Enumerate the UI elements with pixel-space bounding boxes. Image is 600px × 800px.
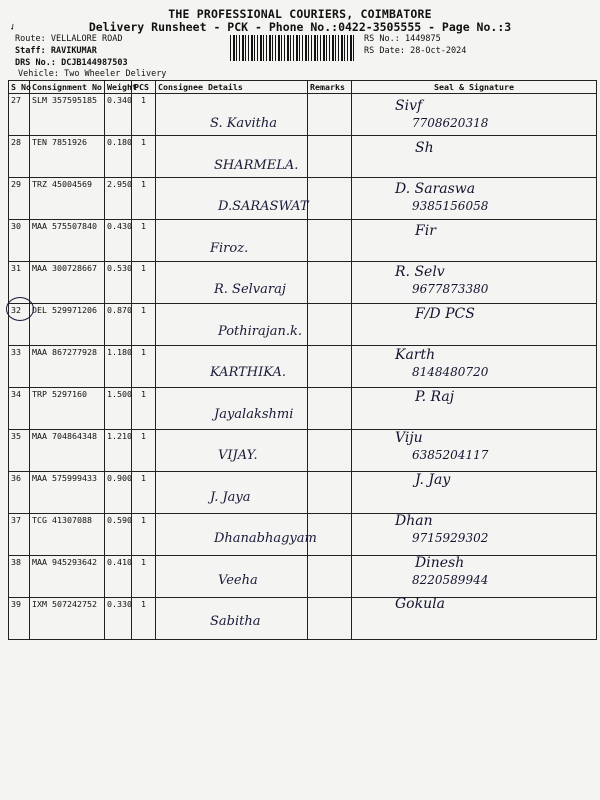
drs-value: DCJB144987503: [61, 58, 128, 68]
table-row: [9, 472, 597, 514]
cell-remarks: [308, 136, 352, 178]
handwritten-signature: Gokula: [395, 596, 445, 612]
handwritten-consignee-name: J. Jaya: [210, 489, 251, 505]
handwritten-consignee-name: Pothirajan.k.: [218, 323, 303, 339]
drs-line: [15, 58, 128, 68]
cell-consignment: TRZ 45004569: [30, 178, 105, 220]
cell-signature: [352, 598, 597, 640]
cell-pcs: 1: [132, 94, 156, 136]
cell-consignment: MAA 867277928: [30, 346, 105, 388]
cell-sno: 28: [9, 136, 30, 178]
cell-sno: 33: [9, 346, 30, 388]
table-row: [9, 94, 597, 136]
cell-weight: 0.590: [105, 514, 132, 556]
handwritten-signature: Karth: [395, 347, 436, 363]
handwritten-consignee-name: Jayalakshmi: [214, 406, 294, 422]
cell-signature: [352, 472, 597, 514]
handwritten-phone-number: 9385156058: [412, 199, 489, 213]
cell-weight: 0.430: [105, 220, 132, 262]
cell-pcs: 1: [132, 346, 156, 388]
cell-pcs: 1: [132, 220, 156, 262]
cell-weight: 1.210: [105, 430, 132, 472]
report-title: THE PROFESSIONAL COURIERS, COIMBATORE: [168, 7, 432, 21]
cell-remarks: [308, 346, 352, 388]
cell-pcs: 1: [132, 178, 156, 220]
handwritten-signature: J. Jay: [415, 471, 451, 488]
cell-sno: 37: [9, 514, 30, 556]
tick-mark-icon: ✓: [7, 21, 19, 34]
cell-remarks: [308, 262, 352, 304]
cell-remarks: [308, 430, 352, 472]
col-weight: Weight: [105, 81, 132, 94]
cell-consignment: DEL 529971206: [30, 304, 105, 346]
table-row: [9, 304, 597, 346]
circle-mark-icon: [6, 297, 34, 321]
cell-consignment: TEN 7851926: [30, 136, 105, 178]
cell-remarks: [308, 598, 352, 640]
barcode-icon: [230, 35, 354, 61]
col-signature: Seal & Signature: [352, 81, 597, 94]
handwritten-consignee-name: R. Selvaraj: [214, 282, 286, 297]
col-remarks: Remarks: [308, 81, 352, 94]
table-row: [9, 388, 597, 430]
rs-date-value: 28-Oct-2024: [410, 46, 467, 56]
cell-signature: [352, 388, 597, 430]
staff-line: [15, 46, 97, 56]
drs-label: DRS No.:: [15, 58, 56, 68]
table-row: [9, 262, 597, 304]
col-pcs: PCS: [132, 81, 156, 94]
cell-consignment: MAA 704864348: [30, 430, 105, 472]
handwritten-phone-number: 7708620318: [412, 116, 489, 130]
cell-signature: [352, 220, 597, 262]
cell-pcs: 1: [132, 430, 156, 472]
handwritten-signature: F/D PCS: [415, 305, 475, 322]
rs-no-value: 1449875: [404, 34, 441, 44]
cell-consignment: MAA 945293642: [30, 556, 105, 598]
cell-consignment: SLM 357595185: [30, 94, 105, 136]
handwritten-consignee-name: D.SARASWAT: [218, 199, 309, 214]
cell-pcs: 1: [132, 262, 156, 304]
cell-sno: 35: [9, 430, 30, 472]
runsheet-table: [8, 80, 597, 640]
col-consignment: Consignment No: [30, 81, 105, 94]
handwritten-consignee-name: VIJAY.: [218, 448, 258, 463]
table-row: [9, 430, 597, 472]
table-row: [9, 346, 597, 388]
cell-weight: 0.340: [105, 94, 132, 136]
cell-remarks: [308, 94, 352, 136]
handwritten-consignee-name: Sabitha: [210, 614, 261, 629]
cell-remarks: [308, 178, 352, 220]
cell-sno: 30: [9, 220, 30, 262]
cell-remarks: [308, 388, 352, 430]
cell-consignment: MAA 300728667: [30, 262, 105, 304]
rs-no-line: [364, 34, 441, 44]
cell-sno: 32: [9, 304, 30, 346]
cell-pcs: 1: [132, 472, 156, 514]
cell-remarks: [308, 304, 352, 346]
cell-pcs: 1: [132, 598, 156, 640]
handwritten-phone-number: 8220589944: [412, 572, 489, 587]
cell-sno: 34: [9, 388, 30, 430]
cell-weight: 1.500: [105, 388, 132, 430]
cell-consignment: MAA 575999433: [30, 472, 105, 514]
handwritten-consignee-name: KARTHIKA.: [210, 365, 286, 380]
col-consignee: Consignee Details: [156, 81, 308, 94]
handwritten-signature: Sh: [415, 139, 434, 156]
table-row: [9, 556, 597, 598]
cell-weight: 0.530: [105, 262, 132, 304]
cell-sno: 27: [9, 94, 30, 136]
cell-sno: 38: [9, 556, 30, 598]
handwritten-consignee-name: Dhanabhagyam: [214, 531, 317, 546]
cell-pcs: 1: [132, 304, 156, 346]
vehicle-value: Two Wheeler Delivery: [64, 69, 167, 79]
cell-pcs: 1: [132, 388, 156, 430]
cell-weight: 0.330: [105, 598, 132, 640]
cell-remarks: [308, 556, 352, 598]
cell-remarks: [308, 220, 352, 262]
route-value: VELLALORE ROAD: [50, 34, 123, 44]
cell-weight: 2.950: [105, 178, 132, 220]
col-sno: S No: [9, 81, 30, 94]
handwritten-phone-number: 9677873380: [412, 282, 489, 296]
handwritten-signature: Dhan: [395, 513, 433, 529]
vehicle-label: Vehicle:: [18, 69, 59, 79]
cell-weight: 1.180: [105, 346, 132, 388]
cell-consignment: IXM 507242752: [30, 598, 105, 640]
rs-date-line: [364, 46, 466, 56]
cell-consignment: TRP 5297160: [30, 388, 105, 430]
cell-weight: 0.180: [105, 136, 132, 178]
table-header-row: [9, 81, 597, 94]
vehicle-line: [18, 69, 166, 79]
rs-no-label: RS No.:: [364, 34, 400, 44]
handwritten-signature: Dinesh: [415, 554, 465, 571]
handwritten-signature: P. Raj: [415, 388, 455, 405]
handwritten-signature: Fir: [415, 222, 436, 239]
cell-weight: 0.900: [105, 472, 132, 514]
rs-date-label: RS Date:: [364, 46, 405, 56]
handwritten-consignee-name: Veeha: [218, 572, 258, 588]
report-subtitle: Delivery Runsheet - PCK - Phone No.:0422-3505555 - Page No.:3: [88, 20, 512, 34]
handwritten-signature: D. Saraswa: [395, 181, 476, 197]
table-row: [9, 220, 597, 262]
cell-pcs: 1: [132, 556, 156, 598]
handwritten-phone-number: 8148480720: [412, 365, 489, 379]
handwritten-signature: R. Selv: [395, 264, 445, 280]
cell-sno: 29: [9, 178, 30, 220]
handwritten-consignee-name: Firoz.: [210, 240, 249, 256]
handwritten-signature: Sivf: [395, 98, 423, 114]
table-row: [9, 598, 597, 640]
table-row: [9, 136, 597, 178]
cell-consignment: TCG 41307088: [30, 514, 105, 556]
cell-sno: 39: [9, 598, 30, 640]
handwritten-signature: Viju: [395, 430, 423, 446]
staff-value: RAVIKUMAR: [50, 46, 97, 56]
route-label: Route:: [15, 34, 46, 44]
cell-sno: 36: [9, 472, 30, 514]
cell-weight: 0.870: [105, 304, 132, 346]
cell-pcs: 1: [132, 136, 156, 178]
cell-sno: 31: [9, 262, 30, 304]
handwritten-phone-number: 6385204117: [412, 448, 489, 462]
cell-consignment: MAA 575507840: [30, 220, 105, 262]
cell-weight: 0.410: [105, 556, 132, 598]
handwritten-phone-number: 9715929302: [412, 531, 489, 545]
cell-remarks: [308, 472, 352, 514]
handwritten-consignee-name: SHARMELA.: [214, 157, 299, 173]
staff-label: Staff:: [15, 46, 46, 56]
cell-pcs: 1: [132, 514, 156, 556]
handwritten-consignee-name: S. Kavitha: [210, 116, 278, 131]
cell-signature: [352, 136, 597, 178]
route-line: [15, 34, 123, 44]
